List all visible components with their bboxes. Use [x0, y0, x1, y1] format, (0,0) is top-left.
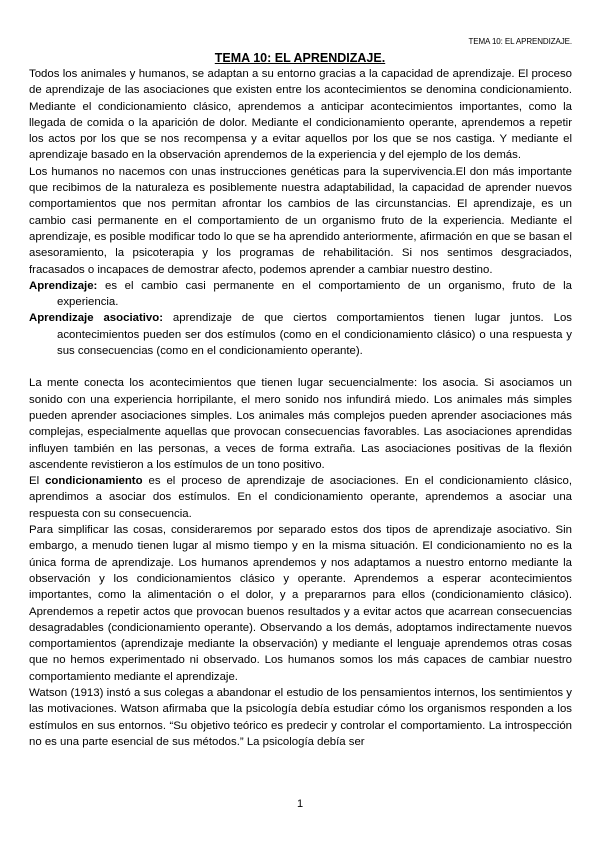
definition-text: aprendizaje de que ciertos comportamientos tienen lugar juntos. Los acontecimientos pueden ser dos estímulos (como en el condicionamiento clásico) o una respuesta y sus consecuencias (como en el condicionamiento operante).	[57, 312, 572, 358]
page-title: TEMA 10: EL APRENDIZAJE.	[214, 51, 386, 65]
bold-term: condicionamiento	[45, 475, 143, 488]
definition-term: Aprendizaje asociativo:	[29, 312, 163, 325]
page-number: 1	[296, 798, 304, 810]
paragraph-intro: Todos los animales y humanos, se adaptan a su entorno gracias a la capacidad de aprendizaje. El proceso de aprendizaje de las asociaciones que existen entre los acontecimientos se denomina condicionamiento. Mediante el condicionamiento clásico, aprendemos a anticipar acontecimientos importantes, como la llegada de comida o la aparición de dolor. Mediante el condicionamiento operante, aprendemos a repetir los actos por los que se nos recompensa y a evitar aquellos por los que se nos castiga. Y mediante el aprendizaje basado en la observación aprendemos de la experiencia y del ejemplo de los demás.	[29, 68, 572, 162]
paragraph-mind: La mente conecta los acontecimientos que tienen lugar secuencialmente: los asocia. Si asociamos un sonido con una experiencia horripilante, el mero sonido nos infundirá miedo. Los animales más simples pueden aprender asociaciones simples. Los animales más complejos pueden aprender asociaciones más complejas, especialmente aquellas que provocan consecuencias favorables. Las asociaciones aprendidas influyen también en las personas, a veces de forma extraña. Las asociaciones positivas de la flexión ascendente revistieron a los estímulos de un tono positivo.	[29, 377, 572, 471]
paragraph-text: es el proceso de aprendizaje de asociaciones. En el condicionamiento clásico, aprendimos a asociar dos estímulos. En el condicionamiento operante, aprendemos a asociar una respuesta con su consecuencia.	[29, 475, 572, 520]
definition-text: es el cambio casi permanente en el comportamiento de un organismo, fruto de la experiencia.	[57, 279, 572, 309]
definition-aprendizaje-asociativo	[29, 310, 572, 359]
paragraph-humans: Los humanos no nacemos con unas instrucciones genéticas para la supervivencia.El don más importante que recibimos de la naturaleza es posiblemente nuestra adaptabilidad, la capacidad de aprender nuevos comportamientos que nos permitan afrontar los cambios de las circunstancias. El aprendizaje, es un cambio casi permanente en el comportamiento de un organismo fruto de la experiencia. Mediante el aprendizaje, es posible modificar todo lo que se ha aprendido anteriormente, afirmación en que se basan el asesoramiento, la psicoterapia y los programas de rehabilitación. Si nos sentimos desgraciados, fracasados o incapaces de demostrar afecto, podemos aprender a cambiar nuestro destino.	[29, 165, 572, 276]
paragraph-text: El	[29, 475, 46, 488]
document-body	[29, 66, 572, 750]
paragraph-watson: Watson (1913) instó a sus colegas a abandonar el estudio de los pensamientos internos, los sentimientos y las motivaciones. Watson afirmaba que la psicología debía estudiar cómo los organismos responden a los estímulos en sus entornos. “Su objetivo teórico es predecir y controlar el comportamiento. La introspección no es una parte esencial de sus métodos.” La psicología debía ser	[29, 686, 572, 748]
definition-term: Aprendizaje:	[29, 279, 98, 292]
paragraph-condicionamiento	[29, 473, 572, 522]
paragraph-gap	[29, 359, 572, 375]
paragraph-simplify: Para simplificar las cosas, consideraremos por separado estos dos tipos de aprendizaje asociativo. Sin embargo, a menudo tienen lugar al mismo tiempo y en la misma situación. El condicionamiento no es la única forma de aprendizaje. Los humanos aprendemos y nos adaptamos a nuestro entorno mediante la observación y los condicionamientos clásico y operante. Aprendemos a esperar acontecimientos importantes, como la alimentación o el dolor, y a prepararnos para ellos (condicionamiento clásico). Aprendemos a repetir actos que provocan buenos resultados y a evitar actos que acarrean consecuencias desagradables (condicionamiento operante). Observando a los demás, adoptamos indirectamente nuevos comportamientos (aprendizaje mediante la observación) y mediante el lenguaje aprendemos otras cosas que no hemos experimentado ni observado. Los humanos somos los más capaces de cambiar nuestro comportamiento mediante el aprendizaje.	[29, 524, 572, 683]
definition-aprendizaje	[29, 278, 572, 311]
running-header: TEMA 10: EL APRENDIZAJE.	[468, 37, 572, 46]
